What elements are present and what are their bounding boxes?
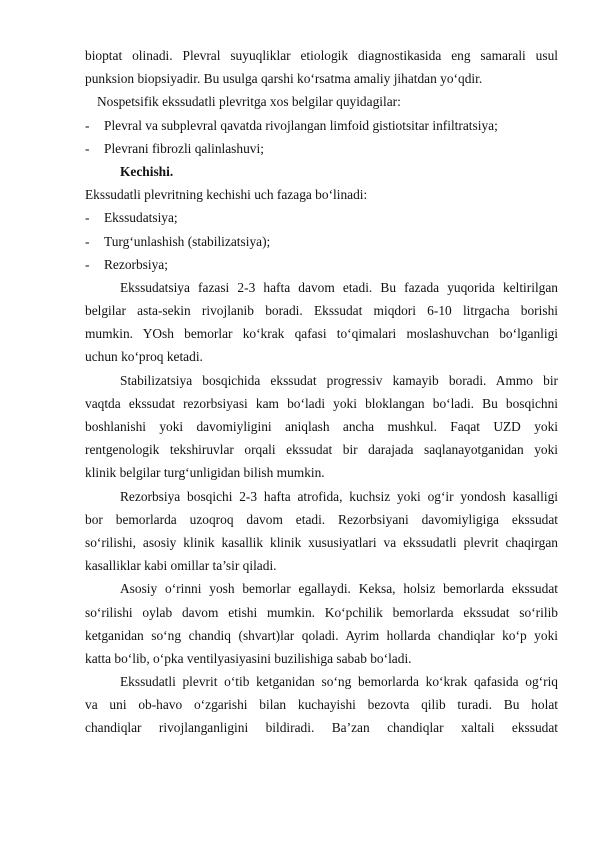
text-line: katta bo‘lib, o‘pka ventilyasiyasini buzilishiga sabab bo‘ladi. [85,650,412,666]
list-item-text: Ekssudatsiya; [104,210,178,226]
text-line: boshlanishi yoki davomiyligini aniqlash ancha mushkul. Faqat UZD yoki [85,419,558,434]
text-line: Asosiy o‘rinni yosh bemorlar egallaydi. Keksa, holsiz bemorlarda ekssudat [120,581,558,597]
list-item [85,114,558,137]
list-dash: - [85,117,90,133]
text-line: ketganidan so‘ng chandiq (shvart)lar qoladi. Ayrim hollarda chandiqlar ko‘p yoki [85,627,558,643]
text-line: Ekssudatsiya fazasi 2-3 hafta davom etadi. Bu fazada yuqorida keltirilgan [120,279,558,295]
course-lead: Ekssudatli plevritning kechishi uch fazaga bo‘linadi: [85,187,368,203]
text-line: belgilar asta-sekin rivojlanib boradi. Ekssudat miqdori 6-10 litrgacha borishi [85,303,558,319]
paragraph-resorption [85,485,558,578]
intro-paragraph [85,44,558,90]
text-line: Ekssudatli plevrit o‘tib ketganidan so‘ng bemorlarda ko‘krak qafasida og‘riq [120,674,558,690]
paragraph-after-pleurisy [85,670,558,740]
text-line: so‘rilishi oylab davom etishi mumkin. Ko‘pchilik bemorlarda ekssudat so‘rilib [85,604,558,620]
text-line: uchun ko‘proq ketadi. [85,349,203,365]
document-page [85,44,558,740]
list-dash: - [85,140,90,156]
text-line: punksion biopsiyadir. Bu usulga qarshi ko‘rsatma amaliy jihatdan yo‘qdir. [85,71,483,87]
paragraph-exudation [85,276,558,369]
list-item [85,206,558,229]
nonspecific-heading: Nospetsifik ekssudatli plevritga xos belgilar quyidagilar: [97,94,401,110]
text-line: chandiqlar rivojlanganligini bildiradi. Ba’zan chandiqlar xaltali ekssudat [85,720,558,736]
text-line: va uni ob-havo o‘zgarishi bilan kuchayishi bezovta qilib turadi. Bu holat [85,697,558,713]
list-item-text: Rezorbsiya; [104,256,168,272]
text-line: Rezorbsiya bosqichi 2-3 hafta atrofida, kuchsiz yoki og‘ir yondosh kasalligi [120,488,558,504]
list-item [85,230,558,253]
text-line: kasalliklar kabi omillar ta’sir qiladi. [85,558,277,574]
text-line: so‘rilishi, asosiy klinik kasallik klinik xususiyatlari va ekssudatli plevrit chaqirgan [85,534,558,550]
list-dash: - [85,210,90,226]
list-dash: - [85,256,90,272]
list-item-text: Plevrani fibrozli qalinlashuvi; [104,140,264,156]
text-line: mumkin. YOsh bemorlar ko‘krak qafasi to‘qimalari moslashuvchan bo‘lganligi [85,326,558,342]
list-dash: - [85,233,90,249]
text-line: bor bemorlarda uzoqroq davom etadi. Rezorbsiyani davomiyligiga ekssudat [85,511,558,527]
text-line: Stabilizatsiya bosqichida ekssudat progressiv kamayib boradi. Ammo bir [120,372,558,388]
course-section [85,160,558,276]
paragraph-young-patients [85,577,558,670]
list-item-text: Plevral va subplevral qavatda rivojlangan limfoid gistiotsitar infiltratsiya; [104,117,498,133]
text-line: klinik belgilar turg‘unligidan bilish mumkin. [85,465,325,481]
text-line: bioptat olinadi. Plevral suyuqliklar etiologik diagnostikasida eng samarali usul [85,48,558,63]
paragraph-stabilization [85,369,558,485]
list-item-text: Turg‘unlashish (stabilizatsiya); [104,233,271,249]
nonspecific-section [85,90,558,160]
text-line: rentgenologik tekshiruvlar orqali ekssudat bir darajada saqlanayotganidan yoki [85,442,558,458]
section-title: Kechishi. [120,163,174,179]
text-line: vaqtda ekssudat rezorbsiyasi kam bo‘ladi yoki bloklangan bo‘ladi. Bu bosqichni [85,395,558,411]
list-item [85,137,558,160]
list-item [85,253,558,276]
